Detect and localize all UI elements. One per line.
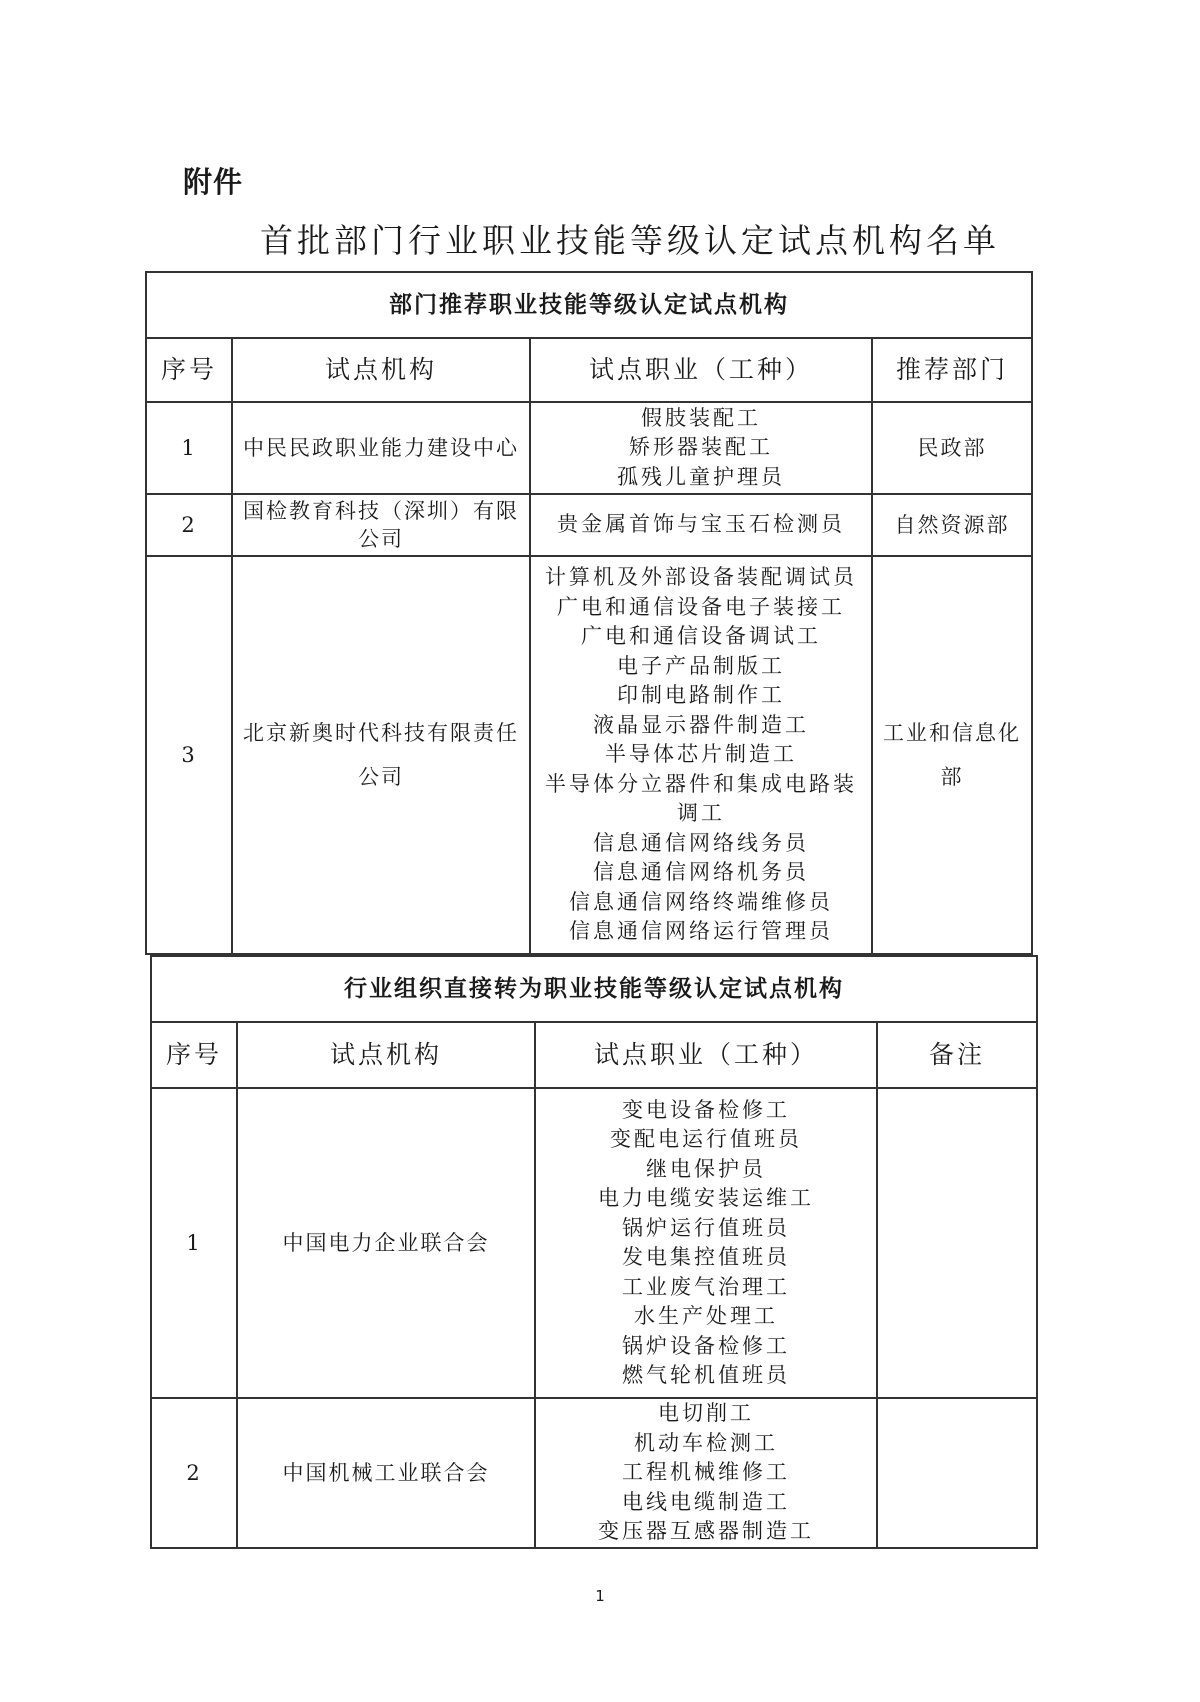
table-row	[151, 1088, 1037, 1398]
section-title-row	[151, 956, 1037, 1022]
occupation-item: 电线电缆制造工	[622, 1489, 790, 1514]
occupation-item: 信息通信网络机务员	[593, 860, 809, 885]
col-header-occupation: 试点职业（工种）	[535, 1022, 877, 1088]
occupation-item: 锅炉运行值班员	[622, 1215, 790, 1240]
row-occupations	[535, 1398, 877, 1548]
row-no: 3	[146, 556, 232, 954]
section-title-row	[146, 272, 1032, 338]
row-dept: 自然资源部	[872, 494, 1032, 556]
occupation-item: 继电保护员	[646, 1156, 766, 1181]
occupation-item: 机动车检测工	[634, 1430, 778, 1455]
row-org: 国检教育科技（深圳）有限公司	[232, 494, 530, 556]
table-row	[146, 556, 1032, 954]
header-row	[151, 1022, 1037, 1088]
occupation-item: 孤残儿童护理员	[617, 464, 785, 489]
table-row	[151, 1398, 1037, 1548]
occupation-item: 发电集控值班员	[622, 1245, 790, 1269]
row-occupations	[530, 494, 872, 556]
row-no: 1	[151, 1088, 237, 1398]
row-no: 1	[146, 402, 232, 494]
occupation-item: 变压器互感器制造工	[598, 1519, 814, 1544]
occupation-item: 锅炉设备检修工	[622, 1333, 790, 1358]
occupation-item: 矫形器装配工	[629, 435, 773, 460]
document-title: 首批部门行业职业技能等级认定试点机构名单	[260, 221, 1000, 260]
section1-title: 部门推荐职业技能等级认定试点机构	[146, 272, 1032, 338]
col-header-no: 序号	[146, 338, 232, 402]
occupation-item: 印制电路制作工	[617, 683, 785, 708]
col-header-org: 试点机构	[237, 1022, 535, 1088]
occupation-item: 信息通信网络线务员	[593, 830, 809, 855]
row-remark	[877, 1088, 1037, 1398]
row-remark	[877, 1398, 1037, 1548]
table-industry-converted	[150, 955, 1038, 1549]
page-number: 1	[595, 1587, 605, 1605]
occupation-item: 工程机械维修工	[622, 1460, 790, 1485]
table-row	[146, 402, 1032, 494]
row-occupations	[535, 1088, 877, 1398]
occupation-item: 电切削工	[658, 1401, 754, 1426]
occupation-item: 广电和通信设备电子装接工	[557, 594, 845, 619]
occupation-item: 半导体分立器件和集成电路装调工	[545, 771, 857, 826]
col-header-no: 序号	[151, 1022, 237, 1088]
row-org: 中国电力企业联合会	[237, 1088, 535, 1398]
row-org: 北京新奥时代科技有限责任公司	[232, 556, 530, 954]
occupation-item: 计算机及外部设备装配调试员	[545, 565, 857, 590]
occupation-item: 变配电运行值班员	[610, 1127, 802, 1151]
row-dept: 工业和信息化部	[872, 556, 1032, 954]
occupation-item: 贵金属首饰与宝玉石检测员	[557, 512, 845, 537]
row-org: 中民民政职业能力建设中心	[232, 402, 530, 494]
row-no: 2	[146, 494, 232, 556]
occupation-item: 液晶显示器件制造工	[593, 712, 809, 737]
col-header-dept: 推荐部门	[872, 338, 1032, 402]
occupation-item: 燃气轮机值班员	[622, 1363, 790, 1387]
occupation-item: 电子产品制版工	[617, 653, 785, 678]
table-department-recommended	[145, 271, 1033, 955]
occupation-item: 信息通信网络运行管理员	[569, 919, 833, 944]
occupation-item: 变电设备检修工	[622, 1097, 790, 1122]
col-header-org: 试点机构	[232, 338, 530, 402]
row-occupations	[530, 556, 872, 954]
occupation-item: 假肢装配工	[641, 405, 761, 430]
header-row	[146, 338, 1032, 402]
row-org: 中国机械工业联合会	[237, 1398, 535, 1548]
occupation-item: 水生产处理工	[634, 1304, 778, 1328]
row-no: 2	[151, 1398, 237, 1548]
col-header-remark: 备注	[877, 1022, 1037, 1088]
row-occupations	[530, 402, 872, 494]
col-header-occupation: 试点职业（工种）	[530, 338, 872, 402]
occupation-item: 半导体芯片制造工	[605, 742, 797, 767]
section2-title: 行业组织直接转为职业技能等级认定试点机构	[151, 956, 1037, 1022]
table-row	[146, 494, 1032, 556]
occupation-item: 信息通信网络终端维修员	[569, 889, 833, 914]
occupation-item: 广电和通信设备调试工	[581, 624, 821, 649]
occupation-item: 工业废气治理工	[622, 1274, 790, 1299]
occupation-item: 电力电缆安装运维工	[598, 1186, 814, 1210]
row-dept: 民政部	[872, 402, 1032, 494]
attachment-label: 附件	[183, 165, 244, 199]
